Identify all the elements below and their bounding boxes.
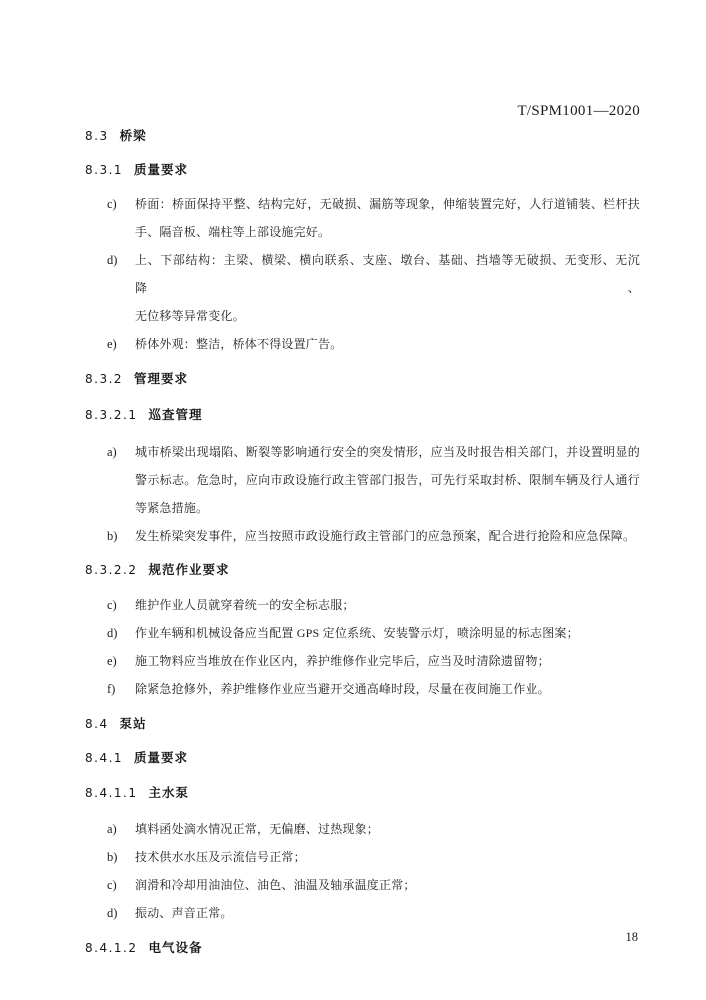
section-heading-8-4-1-1 — [85, 778, 640, 807]
clause-list-8-3-1 — [85, 190, 640, 358]
heading-title: 质量要求 — [134, 750, 189, 765]
list-item — [85, 815, 640, 843]
item-letter: b) — [107, 850, 118, 864]
text-line: 施工物料应当堆放在作业区内，养护维修作业完毕后，应当及时清除遗留物； — [135, 654, 550, 668]
section-heading-8-4-1-2 — [85, 933, 640, 962]
item-letter: e) — [107, 654, 117, 668]
text-line: 振动、声音正常。 — [135, 906, 233, 920]
clause-list-8-3-2-1 — [85, 438, 640, 550]
heading-number: 8.4.1.2 — [85, 941, 138, 955]
list-item — [85, 246, 640, 330]
text-line: 无位移等异常变化。 — [135, 309, 245, 323]
item-letter: a) — [107, 445, 117, 459]
item-text — [135, 522, 640, 550]
heading-number: 8.4 — [85, 717, 109, 731]
text-line: 等紧急措施。 — [135, 501, 209, 515]
item-text — [135, 815, 640, 843]
item-text — [135, 190, 640, 246]
list-item — [85, 438, 640, 522]
item-letter: f) — [107, 682, 116, 696]
list-item — [85, 675, 640, 703]
heading-number: 8.4.1.1 — [85, 786, 138, 800]
heading-title: 主水泵 — [148, 785, 189, 800]
item-text — [135, 619, 640, 647]
heading-title: 管理要求 — [134, 371, 189, 386]
item-letter: d) — [107, 626, 118, 640]
item-letter: e) — [107, 337, 117, 351]
list-item — [85, 619, 640, 647]
text-line: 润滑和冷却用油油位、油色、油温及轴承温度正常； — [135, 878, 416, 892]
text-line: 作业车辆和机械设备应当配置 GPS 定位系统、安装警示灯，喷涂明显的标志图案； — [135, 626, 579, 640]
heading-number: 8.3.2.2 — [85, 563, 138, 577]
heading-title: 巡查管理 — [148, 407, 203, 422]
document-content — [85, 120, 640, 962]
item-text — [135, 438, 640, 522]
list-item — [85, 871, 640, 899]
text-line: 除紧急抢修外，养护维修作业应当避开交通高峰时段，尽量在夜间施工作业。 — [135, 682, 550, 696]
list-item — [85, 330, 640, 358]
heading-title: 泵站 — [119, 716, 147, 731]
item-letter: d) — [107, 253, 118, 267]
heading-title: 电气设备 — [148, 940, 203, 955]
clause-list-8-4-1-1 — [85, 815, 640, 927]
heading-title: 质量要求 — [134, 162, 189, 177]
text-line: 手、隔音板、端柱等上部设施完好。 — [135, 225, 331, 239]
heading-title: 规范作业要求 — [148, 562, 230, 577]
list-item — [85, 647, 640, 675]
item-letter: c) — [107, 598, 117, 612]
text-line: 填料函处滴水情况正常，无偏磨、过热现象； — [135, 822, 380, 836]
section-heading-8-4 — [85, 709, 640, 738]
item-text — [135, 647, 640, 675]
text-line: 桥体外观：整洁，桥体不得设置广告。 — [135, 337, 343, 351]
standard-code: T/SPM1001—2020 — [517, 103, 640, 119]
item-letter: b) — [107, 529, 118, 543]
section-heading-8-3-2 — [85, 364, 640, 393]
heading-number: 8.3 — [85, 129, 109, 143]
item-letter: a) — [107, 822, 117, 836]
section-heading-8-3-1 — [85, 155, 640, 184]
item-text — [135, 591, 640, 619]
text-line: 发生桥梁突发事件，应当按照市政设施行政主管部门的应急预案，配合进行抢险和应急保障。 — [135, 529, 636, 543]
list-item — [85, 843, 640, 871]
heading-number: 8.3.2.1 — [85, 408, 138, 422]
item-text — [135, 246, 640, 330]
list-item — [85, 522, 640, 550]
item-text — [135, 899, 640, 927]
list-item — [85, 591, 640, 619]
text-line: 桥面：桥面保持平整、结构完好，无破损、漏筋等现象，伸缩装置完好，人行道铺装、栏杆扶 — [135, 197, 640, 211]
clause-list-8-3-2-2 — [85, 591, 640, 703]
item-text — [135, 330, 640, 358]
heading-number: 8.3.1 — [85, 163, 124, 177]
heading-number: 8.3.2 — [85, 372, 124, 386]
text-line: 城市桥梁出现塌陷、断裂等影响通行安全的突发情形，应当及时报告相关部门，并设置明显的 — [135, 445, 640, 459]
list-item — [85, 190, 640, 246]
text-line: 警示标志。危急时，应向市政设施行政主管部门报告，可先行采取封桥、限制车辆及行人通行 — [135, 473, 640, 487]
heading-title: 桥梁 — [119, 128, 147, 143]
item-letter: c) — [107, 878, 117, 892]
section-heading-8-3-2-2 — [85, 555, 640, 584]
item-text — [135, 843, 640, 871]
text-line: 技术供水水压及示流信号正常； — [135, 850, 306, 864]
section-heading-8-3-2-1 — [85, 400, 640, 429]
item-letter: d) — [107, 906, 118, 920]
item-text — [135, 675, 640, 703]
section-heading-8-3 — [85, 121, 640, 150]
section-heading-8-4-1 — [85, 743, 640, 772]
item-text — [135, 871, 640, 899]
item-letter: c) — [107, 197, 117, 211]
heading-number: 8.4.1 — [85, 751, 124, 765]
page-number: 18 — [625, 930, 638, 944]
text-line: 维护作业人员就穿着统一的安全标志服； — [135, 598, 355, 612]
text-line: 上、下部结构：主梁、横梁、横向联系、支座、墩台、基础、挡墙等无破损、无变形、无沉降、 — [135, 253, 640, 295]
list-item — [85, 899, 640, 927]
